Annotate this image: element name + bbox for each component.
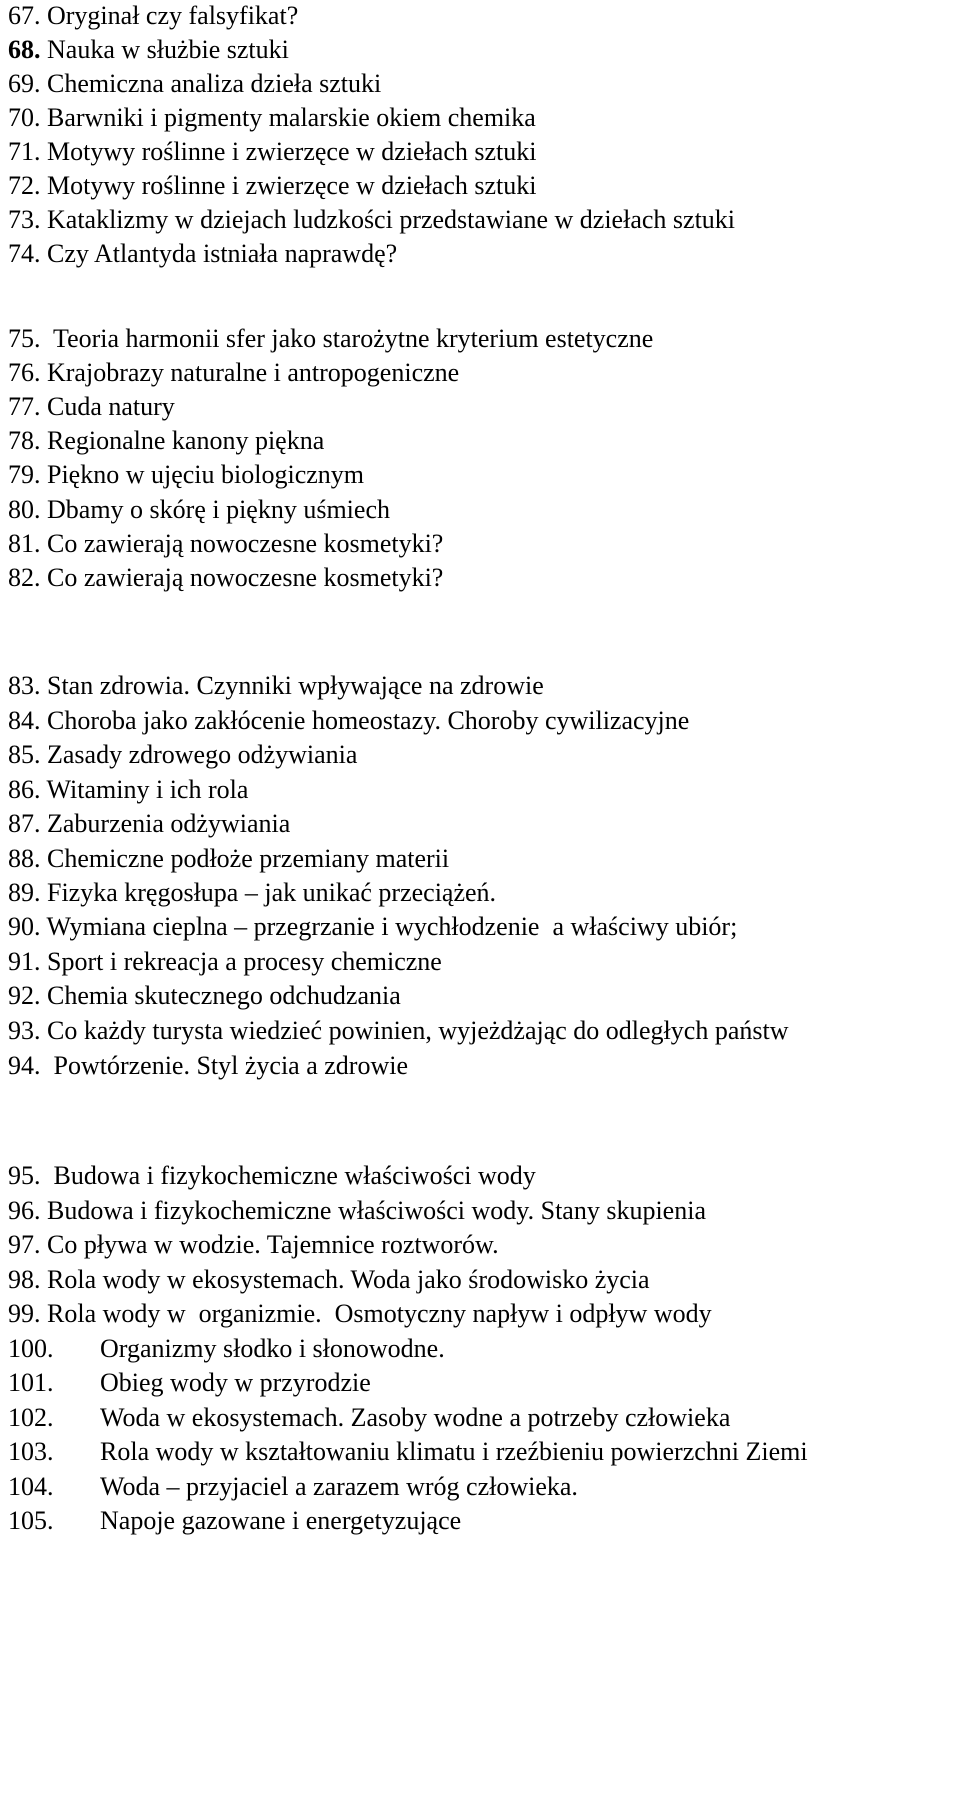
list-item — [8, 357, 960, 388]
item-number: 99. — [8, 1299, 41, 1328]
item-number: 101. — [8, 1368, 54, 1397]
item-number: 80. — [8, 495, 41, 524]
item-number: 72. — [8, 171, 41, 200]
list-item — [8, 1367, 960, 1398]
list-item — [8, 1471, 960, 1502]
item-number: 89. — [8, 878, 41, 907]
item-number: 100. — [8, 1334, 54, 1363]
list-item — [8, 877, 960, 908]
item-text: Krajobrazy naturalne i antropogeniczne — [47, 358, 460, 387]
list-item — [8, 705, 960, 736]
item-text: Napoje gazowane i energetyzujące — [100, 1506, 462, 1535]
list-item — [8, 670, 960, 701]
item-number: 76. — [8, 358, 41, 387]
item-text: Co pływa w wodzie. Tajemnice roztworów. — [47, 1230, 499, 1259]
item-number: 77. — [8, 392, 41, 421]
item-number: 68. — [8, 35, 41, 64]
item-text: Cuda natury — [47, 392, 175, 421]
item-text: Zaburzenia odżywiania — [47, 809, 291, 838]
item-number: 73. — [8, 205, 41, 234]
list-item — [8, 562, 960, 593]
list-item — [8, 204, 960, 235]
list-item — [8, 391, 960, 422]
item-number: 91. — [8, 947, 41, 976]
item-number: 96. — [8, 1196, 41, 1225]
item-number: 79. — [8, 460, 41, 489]
item-number: 85. — [8, 740, 41, 769]
list-item — [8, 1264, 960, 1295]
item-number: 103. — [8, 1437, 54, 1466]
list-item — [8, 1050, 960, 1081]
item-text: Teoria harmonii sfer jako starożytne kryterium estetyczne — [53, 324, 654, 353]
item-number: 104. — [8, 1472, 54, 1501]
list-item — [8, 1505, 960, 1536]
list-item — [8, 1160, 960, 1191]
item-text: Czy Atlantyda istniała naprawdę? — [47, 239, 398, 268]
item-text: Barwniki i pigmenty malarskie okiem chemika — [47, 103, 536, 132]
item-text: Choroba jako zakłócenie homeostazy. Choroby cywilizacyjne — [47, 706, 690, 735]
list-item — [8, 238, 960, 269]
item-text: Zasady zdrowego odżywiania — [47, 740, 358, 769]
list-item — [8, 1298, 960, 1329]
item-text: Rola wody w organizmie. Osmotyczny napływ i odpływ wody — [47, 1299, 712, 1328]
item-number: 97. — [8, 1230, 41, 1259]
list-item — [8, 1402, 960, 1433]
item-text: Motywy roślinne i zwierzęce w dziełach sztuki — [47, 137, 537, 166]
item-text: Regionalne kanony piękna — [47, 426, 325, 455]
item-text: Witaminy i ich rola — [46, 775, 249, 804]
list-item — [8, 1015, 960, 1046]
item-number: 81. — [8, 529, 41, 558]
item-text: Piękno w ujęciu biologicznym — [47, 460, 365, 489]
list-item — [8, 739, 960, 770]
item-text: Motywy roślinne i zwierzęce w dziełach sztuki — [47, 171, 537, 200]
list-item — [8, 1229, 960, 1260]
item-text: Organizmy słodko i słonowodne. — [100, 1334, 445, 1363]
item-text: Nauka w służbie sztuki — [47, 35, 289, 64]
item-text: Fizyka kręgosłupa – jak unikać przeciążeń. — [47, 878, 497, 907]
list-item — [8, 946, 960, 977]
item-number: 95. — [8, 1161, 41, 1190]
item-number: 78. — [8, 426, 41, 455]
item-text: Co zawierają nowoczesne kosmetyki? — [47, 563, 444, 592]
item-number: 75. — [8, 324, 41, 353]
item-number: 90. — [8, 912, 41, 941]
item-number: 67. — [8, 1, 41, 30]
item-text: Co każdy turysta wiedzieć powinien, wyjeżdżając do odległych państw — [47, 1016, 789, 1045]
item-text: Rola wody w ekosystemach. Woda jako środowisko życia — [47, 1265, 650, 1294]
item-text: Sport i rekreacja a procesy chemiczne — [47, 947, 442, 976]
item-number: 98. — [8, 1265, 41, 1294]
item-number: 84. — [8, 706, 41, 735]
list-item — [8, 1333, 960, 1364]
item-number: 94. — [8, 1051, 41, 1080]
item-text: Dbamy o skórę i piękny uśmiech — [47, 495, 390, 524]
list-item — [8, 0, 960, 31]
list-item — [8, 68, 960, 99]
item-number: 70. — [8, 103, 41, 132]
list-item — [8, 494, 960, 525]
list-item — [8, 808, 960, 839]
list-item — [8, 34, 960, 65]
item-text: Wymiana cieplna – przegrzanie i wychłodzenie a właściwy ubiór; — [46, 912, 738, 941]
list-item — [8, 528, 960, 559]
list-item — [8, 1195, 960, 1226]
item-number: 92. — [8, 981, 41, 1010]
item-text: Chemiczna analiza dzieła sztuki — [47, 69, 382, 98]
item-number: 71. — [8, 137, 41, 166]
item-text: Kataklizmy w dziejach ludzkości przedstawiane w dziełach sztuki — [47, 205, 736, 234]
list-item — [8, 170, 960, 201]
item-text: Chemia skutecznego odchudzania — [47, 981, 401, 1010]
item-text: Powtórzenie. Styl życia a zdrowie — [47, 1051, 408, 1080]
item-number: 69. — [8, 69, 41, 98]
list-item — [8, 323, 960, 354]
item-number: 93. — [8, 1016, 41, 1045]
list-item — [8, 843, 960, 874]
list-item — [8, 774, 960, 805]
list-item — [8, 425, 960, 456]
item-number: 102. — [8, 1403, 54, 1432]
item-number: 88. — [8, 844, 41, 873]
item-number: 105. — [8, 1506, 54, 1535]
item-number: 82. — [8, 563, 41, 592]
item-text: Obieg wody w przyrodzie — [100, 1368, 371, 1397]
item-text: Budowa i fizykochemiczne właściwości wody — [47, 1161, 536, 1190]
item-text: Oryginał czy falsyfikat? — [47, 1, 299, 30]
list-item — [8, 911, 960, 942]
list-item — [8, 1436, 960, 1467]
item-text: Stan zdrowia. Czynniki wpływające na zdrowie — [47, 671, 544, 700]
item-number: 87. — [8, 809, 41, 838]
list-item — [8, 136, 960, 167]
item-text: Rola wody w kształtowaniu klimatu i rzeźbieniu powierzchni Ziemi — [100, 1437, 808, 1466]
item-text: Woda w ekosystemach. Zasoby wodne a potrzeby człowieka — [100, 1403, 731, 1432]
item-number: 83. — [8, 671, 41, 700]
item-number: 74. — [8, 239, 41, 268]
item-text: Co zawierają nowoczesne kosmetyki? — [47, 529, 444, 558]
item-text: Budowa i fizykochemiczne właściwości wody. Stany skupienia — [47, 1196, 706, 1225]
list-item — [8, 459, 960, 490]
item-number: 86. — [8, 775, 41, 804]
item-text: Woda – przyjaciel a zarazem wróg człowieka. — [100, 1472, 578, 1501]
list-item — [8, 102, 960, 133]
item-text: Chemiczne podłoże przemiany materii — [47, 844, 450, 873]
list-item — [8, 980, 960, 1011]
